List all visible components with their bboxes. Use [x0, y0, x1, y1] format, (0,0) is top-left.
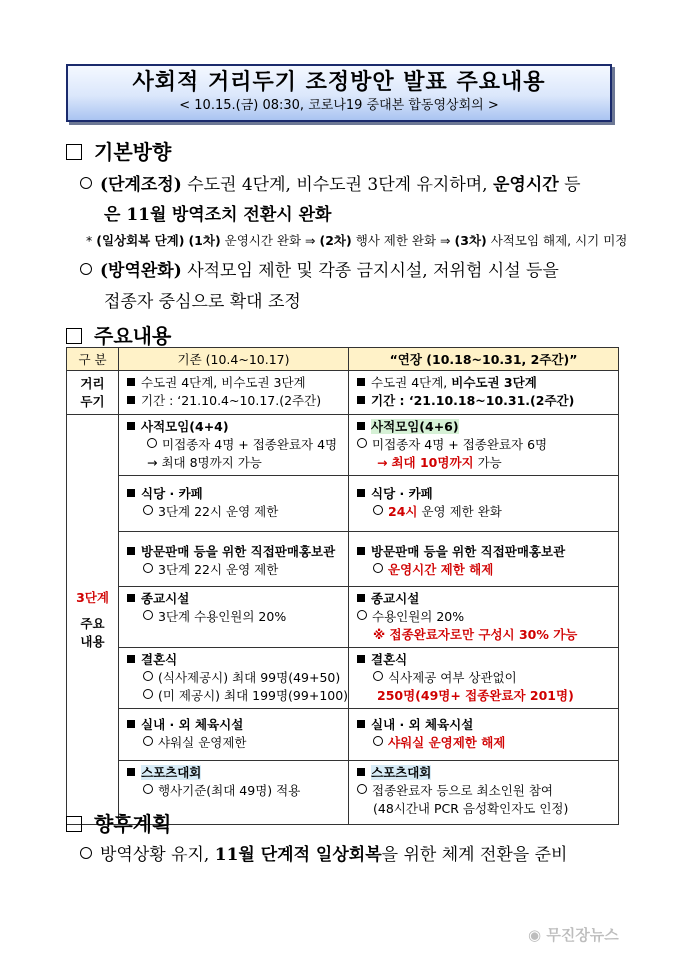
sports-event-next-2: (48시간내 PCR 음성확인자도 인정) [373, 801, 569, 816]
sports-event-prev-text: 행사기준(최대 49명) 적용 [158, 783, 301, 798]
food-prev [119, 476, 349, 532]
basic-paragraph-1 [80, 170, 581, 195]
square-bullet-icon [127, 422, 135, 430]
row-label-distance-2: 두기 [80, 393, 105, 409]
stage-label: 3단계 [76, 589, 109, 605]
circle-bullet-icon [143, 505, 153, 515]
wedding-prev-1: (식사제공시) 최대 99명(49+50) [158, 670, 341, 685]
sports-facility-title-prev: 실내 · 외 체육시설 [141, 717, 244, 732]
food-prev-text: 3단계 22시 운영 제한 [158, 504, 279, 519]
watermark-text: 무진장뉴스 [546, 926, 619, 944]
square-bullet-icon [357, 594, 365, 602]
p1-line2-bold: 방역조치 전환시 완화 [171, 205, 332, 225]
checkbox-square-icon [66, 144, 82, 160]
square-bullet-icon [357, 489, 365, 497]
p1-line2-pre: 은 11월 [104, 205, 167, 225]
sports-facility-next [349, 709, 619, 761]
wedding-next [349, 648, 619, 709]
header-previous: 기존 (10.4~10.17) [119, 348, 349, 371]
row-label-stage3 [67, 415, 119, 825]
private-next-red: 최대 10명까지 [391, 455, 474, 470]
future-paragraph [80, 840, 567, 865]
row-label-distance-1: 거리 [80, 375, 105, 391]
square-bullet-icon [357, 720, 365, 728]
note-step1: (1차) [188, 233, 221, 248]
food-title-prev: 식당 · 카페 [141, 486, 203, 501]
sales-prev-text: 3단계 22시 운영 제한 [158, 562, 279, 577]
note-step3: (3차) [454, 233, 487, 248]
note-prefix: * [86, 233, 97, 248]
future-text-bold: 11월 단계적 일상회복 [214, 845, 382, 865]
distance-next-1b: 비수도권 3단계 [451, 375, 537, 390]
table-row-distance [67, 371, 619, 415]
p1-bold: 운영시간 [492, 175, 559, 195]
wedding-title-prev: 결혼식 [141, 652, 178, 667]
circle-bullet-icon [373, 736, 383, 746]
basic-paragraph-2 [80, 256, 559, 281]
distance-prev-2: 기간 : ‘21.10.4~10.17.(2주간) [141, 393, 322, 408]
square-bullet-icon [127, 594, 135, 602]
food-next-red: 24시 [388, 504, 418, 519]
square-bullet-icon [357, 655, 365, 663]
circle-bullet-icon [357, 610, 367, 620]
circle-bullet-icon [147, 438, 157, 448]
section-basic [66, 136, 171, 165]
table-row-sports-facility [67, 709, 619, 761]
distance-prev-1: 수도권 4단계, 비수도권 3단계 [141, 375, 306, 390]
basic-note [86, 231, 627, 249]
wedding-title-next: 결혼식 [371, 652, 408, 667]
food-title-next: 식당 · 카페 [371, 486, 433, 501]
plan-table [66, 347, 619, 825]
sports-event-next [349, 761, 619, 825]
p1-tail: 등 [564, 175, 581, 195]
private-prev-1: 미접종자 4명 + 접종완료자 4명 [162, 437, 338, 452]
row-label-distance [67, 371, 119, 415]
private-next-arrow: → [377, 455, 388, 470]
table-header-row [67, 348, 619, 371]
square-bullet-icon [127, 396, 135, 404]
sales-next [349, 532, 619, 587]
section-basic-title: 기본방향 [94, 140, 172, 164]
sports-facility-title-next: 실내 · 외 체육시설 [371, 717, 474, 732]
page-title: 사회적 거리두기 조정방안 발표 주요내용 [132, 70, 546, 95]
p2-label: (방역완화) [100, 261, 182, 281]
sports-facility-prev-text: 샤워실 운영제한 [158, 735, 247, 750]
food-next-tail: 운영 제한 완화 [421, 504, 502, 519]
stage-sub-2: 내용 [80, 633, 105, 649]
sports-event-next-1: 접종완료자 등으로 최소인원 참여 [372, 783, 553, 798]
page-subtitle: < 10.15.(금) 08:30, 코로나19 중대본 합동영상회의 > [179, 98, 499, 113]
section-future-title: 향후계획 [94, 812, 172, 836]
table-row-private [67, 415, 619, 476]
square-bullet-icon [127, 378, 135, 386]
private-next-tail: 가능 [477, 455, 502, 470]
religion-prev-text: 3단계 수용인원의 20% [158, 609, 287, 624]
section-future [66, 808, 171, 837]
square-bullet-icon [357, 396, 365, 404]
square-bullet-icon [357, 547, 365, 555]
watermark-logo [528, 924, 678, 952]
square-bullet-icon [127, 655, 135, 663]
circle-bullet-icon [373, 563, 383, 573]
private-title-next: 사적모임(4+6) [371, 419, 459, 434]
private-title-prev: 사적모임(4+4) [141, 419, 229, 434]
p1-label: (단계조정) [100, 175, 182, 195]
circle-bullet-icon [143, 784, 153, 794]
checkbox-square-icon [66, 816, 82, 832]
square-bullet-icon [357, 768, 365, 776]
watermark-icon: ◉ [528, 926, 542, 944]
sales-title-next: 방문판매 등을 위한 직접판매홍보관 [371, 544, 566, 559]
stage-sub-1: 주요 [80, 615, 105, 631]
circle-bullet-icon [143, 563, 153, 573]
note-text3: 사적모임 해제, 시기 미정 [490, 233, 628, 248]
square-bullet-icon [127, 768, 135, 776]
circle-bullet-icon [80, 847, 92, 859]
circle-bullet-icon [357, 438, 367, 448]
distance-next [349, 371, 619, 415]
religion-prev [119, 587, 349, 648]
table-row-sales [67, 532, 619, 587]
distance-prev [119, 371, 349, 415]
note-text2: 행사 제한 완화 ⇒ [355, 233, 451, 248]
future-text-tail: 을 위한 체계 전환을 준비 [381, 845, 568, 865]
wedding-prev [119, 648, 349, 709]
table-row-religion [67, 587, 619, 648]
section-main-title: 주요내용 [94, 324, 172, 348]
circle-bullet-icon [143, 736, 153, 746]
square-bullet-icon [127, 489, 135, 497]
basic-paragraph-2-line2 [104, 287, 301, 312]
sales-prev [119, 532, 349, 587]
circle-bullet-icon [143, 671, 153, 681]
header-extension: “연장 (10.18~10.31, 2주간)” [349, 348, 619, 371]
section-main [66, 320, 171, 349]
table-row-food [67, 476, 619, 532]
wedding-prev-2: (미 제공시) 최대 199명(99+100) [158, 688, 349, 703]
p2-line2: 접종자 중심으로 확대 조정 [104, 292, 301, 312]
sports-facility-next-text: 샤워실 운영제한 해제 [388, 735, 506, 750]
religion-next [349, 587, 619, 648]
header-category: 구 분 [67, 348, 119, 371]
religion-title-prev: 종교시설 [141, 591, 190, 606]
private-prev-2: → 최대 8명까지 가능 [147, 455, 262, 470]
circle-bullet-icon [80, 177, 92, 189]
p2-text: 사적모임 제한 및 각종 금지시설, 저위험 시설 등을 [187, 261, 559, 281]
private-next [349, 415, 619, 476]
p1-text: 수도권 4단계, 비수도권 3단계 유지하며, [187, 175, 488, 195]
future-text-pre: 방역상황 유지, [100, 845, 210, 865]
religion-title-next: 종교시설 [371, 591, 420, 606]
circle-bullet-icon [357, 784, 367, 794]
private-next-1: 미접종자 4명 + 접종완료자 6명 [372, 437, 548, 452]
private-prev [119, 415, 349, 476]
religion-next-2: ※ 접종완료자로만 구성시 30% 가능 [373, 627, 578, 642]
sales-title-prev: 방문판매 등을 위한 직접판매홍보관 [141, 544, 336, 559]
circle-bullet-icon [143, 610, 153, 620]
square-bullet-icon [127, 720, 135, 728]
checkbox-square-icon [66, 328, 82, 344]
square-bullet-icon [127, 547, 135, 555]
note-text1: 운영시간 완화 ⇒ [224, 233, 316, 248]
circle-bullet-icon [143, 689, 153, 699]
distance-next-1a: 수도권 4단계, [371, 375, 448, 390]
square-bullet-icon [357, 378, 365, 386]
sales-next-text: 운영시간 제한 해제 [388, 562, 494, 577]
note-label: (일상회복 단계) [96, 233, 185, 248]
circle-bullet-icon [373, 505, 383, 515]
sports-event-title-prev: 스포츠대회 [141, 765, 202, 780]
wedding-next-1: 식사제공 여부 상관없이 [388, 670, 517, 685]
wedding-next-2: 250명(49명+ 접종완료자 201명) [377, 688, 574, 703]
table-row-wedding [67, 648, 619, 709]
square-bullet-icon [357, 422, 365, 430]
title-box [66, 64, 612, 122]
sports-facility-prev [119, 709, 349, 761]
circle-bullet-icon [373, 671, 383, 681]
basic-paragraph-1-line2 [104, 200, 331, 225]
distance-next-2: 기간 : ‘21.10.18~10.31.(2주간) [371, 393, 575, 408]
circle-bullet-icon [80, 263, 92, 275]
note-step2: (2차) [319, 233, 352, 248]
sports-event-title-next: 스포츠대회 [371, 765, 432, 780]
religion-next-1: 수용인원의 20% [372, 609, 465, 624]
food-next [349, 476, 619, 532]
